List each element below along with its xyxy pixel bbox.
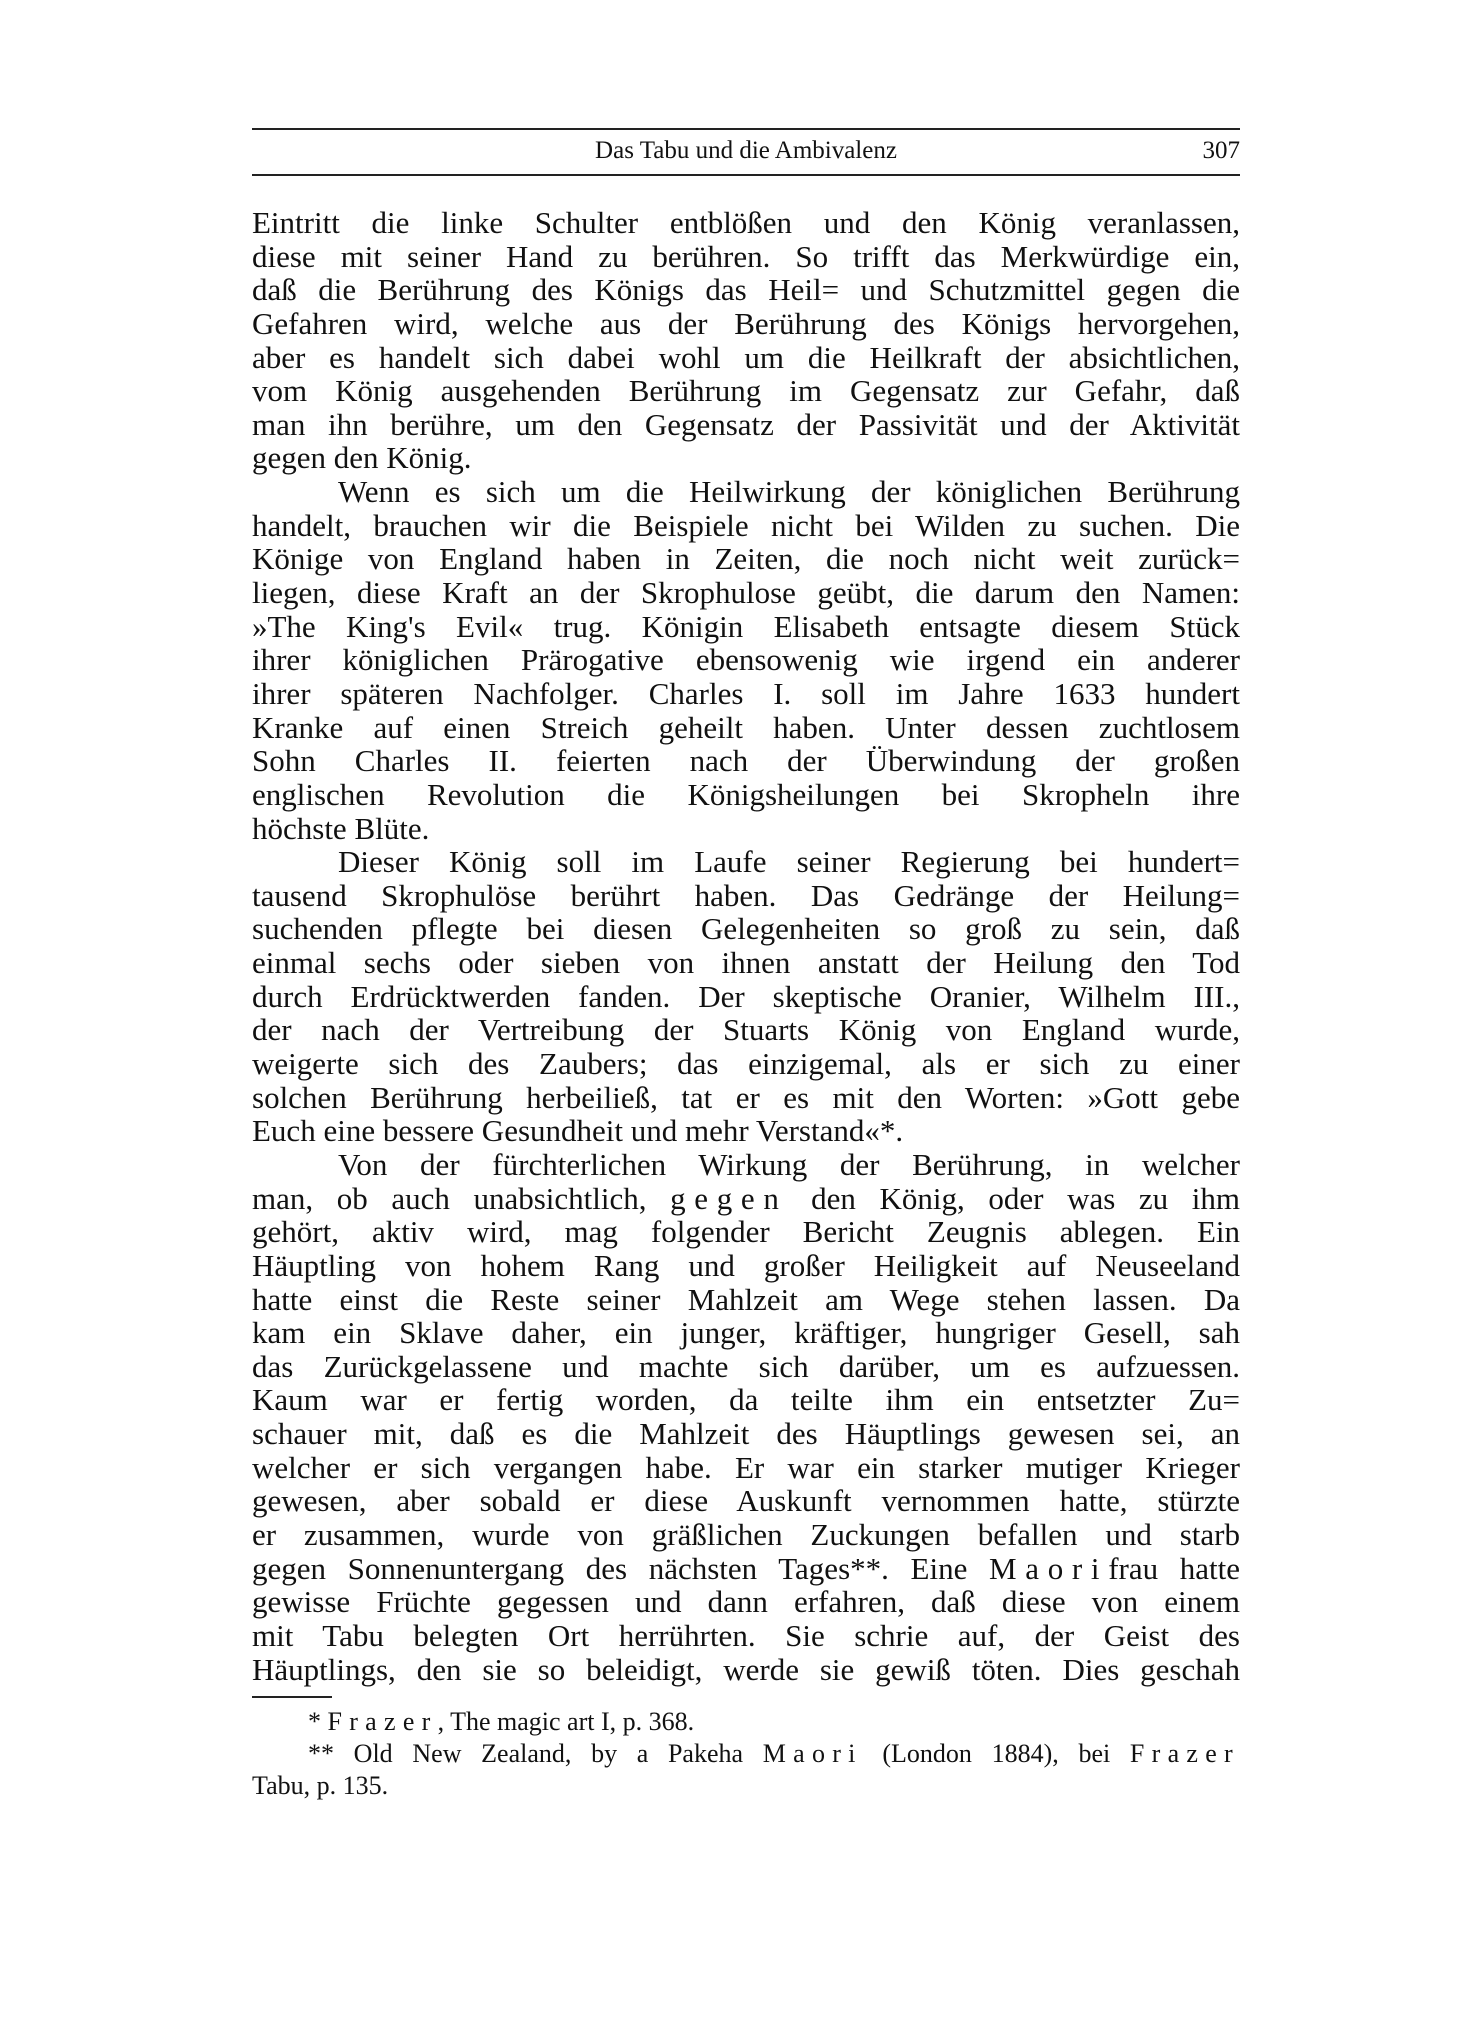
header-rule-bottom	[252, 174, 1240, 176]
text-line: der nach der Vertreibung der Stuarts König von England wurde,	[252, 1012, 1240, 1048]
footnote-line: * Frazer, The magic art I, p. 368.	[308, 1707, 695, 1736]
text-line: englischen Revolution die Königsheilungen bei Skropheln ihre	[252, 776, 1240, 812]
text-line: durch Erdrücktwerden fanden. Der skeptische Oranier, Wilhelm III.,	[252, 978, 1240, 1014]
text-line: Euch eine bessere Gesundheit und mehr Verstand«*.	[252, 1113, 904, 1149]
text-line: ihrer königlichen Prärogative ebensowenig wie irgend ein anderer	[252, 642, 1240, 678]
text-line: gegen den König.	[252, 440, 472, 476]
text-line: gehört, aktiv wird, mag folgender Bericht Zeugnis ablegen. Ein	[252, 1214, 1240, 1250]
footnotes	[252, 1706, 1240, 1802]
text-line: Häuptlings, den sie so beleidigt, werde sie gewiß töten. Dies geschah	[252, 1651, 1240, 1687]
text-line: ihrer späteren Nachfolger. Charles I. soll im Jahre 1633 hundert	[252, 675, 1240, 711]
text-line: gewesen, aber sobald er diese Auskunft vernommen hatte, stürzte	[252, 1483, 1240, 1519]
text-line: er zusammen, wurde von gräßlichen Zuckungen befallen und starb	[252, 1516, 1240, 1552]
page-number: 307	[1202, 137, 1240, 164]
spaced-emphasis: Frazer	[327, 1707, 438, 1736]
text-line: Dieser König soll im Laufe seiner Regierung bei hundert=	[338, 844, 1240, 880]
text-line: »The King's Evil« trug. Königin Elisabeth entsagte diesem Stück	[252, 608, 1240, 644]
text-line: man, ob auch unabsichtlich, gegen den König, oder was zu ihm	[252, 1180, 1240, 1216]
text-line: tausend Skrophulöse berührt haben. Das Gedränge der Heilung=	[252, 877, 1240, 913]
text-line: weigerte sich des Zaubers; das einzigemal, als er sich zu einer	[252, 1046, 1240, 1082]
text-line: Könige von England haben in Zeiten, die noch nicht weit zurück=	[252, 541, 1240, 577]
spaced-emphasis: Frazer	[1129, 1739, 1240, 1768]
text-line: einmal sechs oder sieben von ihnen anstatt der Heilung den Tod	[252, 945, 1240, 981]
text-line: hatte einst die Reste seiner Mahlzeit am Wege stehen lassen. Da	[252, 1281, 1240, 1317]
text-line: höchste Blüte.	[252, 810, 430, 846]
text-line: Gefahren wird, welche aus der Berührung des Königs hervorgehen,	[252, 305, 1240, 341]
text-line: Häuptling von hohem Rang und großer Heiligkeit auf Neuseeland	[252, 1247, 1240, 1283]
text-line: Eintritt die linke Schulter entblößen und den König veranlassen,	[252, 205, 1240, 240]
text-line: mit Tabu belegten Ort herrührten. Sie schrie auf, der Geist des	[252, 1617, 1240, 1653]
text-line: Von der fürchterlichen Wirkung der Berührung, in welcher	[338, 1146, 1240, 1182]
running-head-title: Das Tabu und die Ambivalenz	[595, 137, 897, 164]
text-line: das Zurückgelassene und machte sich darüber, um es aufzuessen.	[252, 1348, 1240, 1384]
spaced-emphasis: Maori	[762, 1739, 863, 1768]
text-line: man ihn berühre, um den Gegensatz der Passivität und der Aktivität	[252, 406, 1240, 442]
text-line: daß die Berührung des Königs das Heil= und Schutzmittel gegen die	[252, 272, 1240, 308]
text-line: vom König ausgehenden Berührung im Gegensatz zur Gefahr, daß	[252, 373, 1240, 409]
text-line: Kranke auf einen Streich geheilt haben. Unter dessen zuchtlosem	[252, 709, 1240, 745]
text-line: schauer mit, daß es die Mahlzeit des Häuptlings gewesen sei, an	[252, 1416, 1240, 1452]
footnote-line: ** Old New Zealand, by a Pakeha Maori (London 1884), bei Frazer	[308, 1739, 1240, 1768]
text-line: Kaum war er fertig worden, da teilte ihm ein entsetzter Zu=	[252, 1382, 1240, 1418]
body-text	[252, 206, 1240, 1686]
spaced-emphasis: Maori	[989, 1550, 1109, 1586]
text-line: solchen Berührung herbeiließ, tat er es mit den Worten: »Gott gebe	[252, 1079, 1240, 1115]
text-line: aber es handelt sich dabei wohl um die Heilkraft der absichtlichen,	[252, 339, 1240, 375]
text-line: Wenn es sich um die Heilwirkung der königlichen Berührung	[338, 474, 1240, 510]
text-line: gegen Sonnenuntergang des nächsten Tages**. Eine Maorifrau hatte	[252, 1550, 1240, 1586]
text-line: Sohn Charles II. feierten nach der Überwindung der großen	[252, 743, 1240, 779]
text-line: gewisse Früchte gegessen und dann erfahren, daß diese von einem	[252, 1584, 1240, 1620]
text-line: suchenden pflegte bei diesen Gelegenheiten so groß zu sein, daß	[252, 911, 1240, 947]
text-line: handelt, brauchen wir die Beispiele nicht bei Wilden zu suchen. Die	[252, 507, 1240, 543]
text-line: kam ein Sklave daher, ein junger, kräftiger, hungriger Gesell, sah	[252, 1315, 1240, 1351]
text-line: liegen, diese Kraft an der Skrophulose geübt, die darum den Namen:	[252, 575, 1240, 611]
footnote-line: Tabu, p. 135.	[252, 1771, 389, 1800]
footnote-rule	[252, 1696, 332, 1698]
spaced-emphasis: gegen	[670, 1180, 788, 1216]
text-line: diese mit seiner Hand zu berühren. So trifft das Merkwürdige ein,	[252, 238, 1240, 274]
text-line: welcher er sich vergangen habe. Er war ein starker mutiger Krieger	[252, 1449, 1240, 1485]
header-rule-top	[252, 128, 1240, 130]
